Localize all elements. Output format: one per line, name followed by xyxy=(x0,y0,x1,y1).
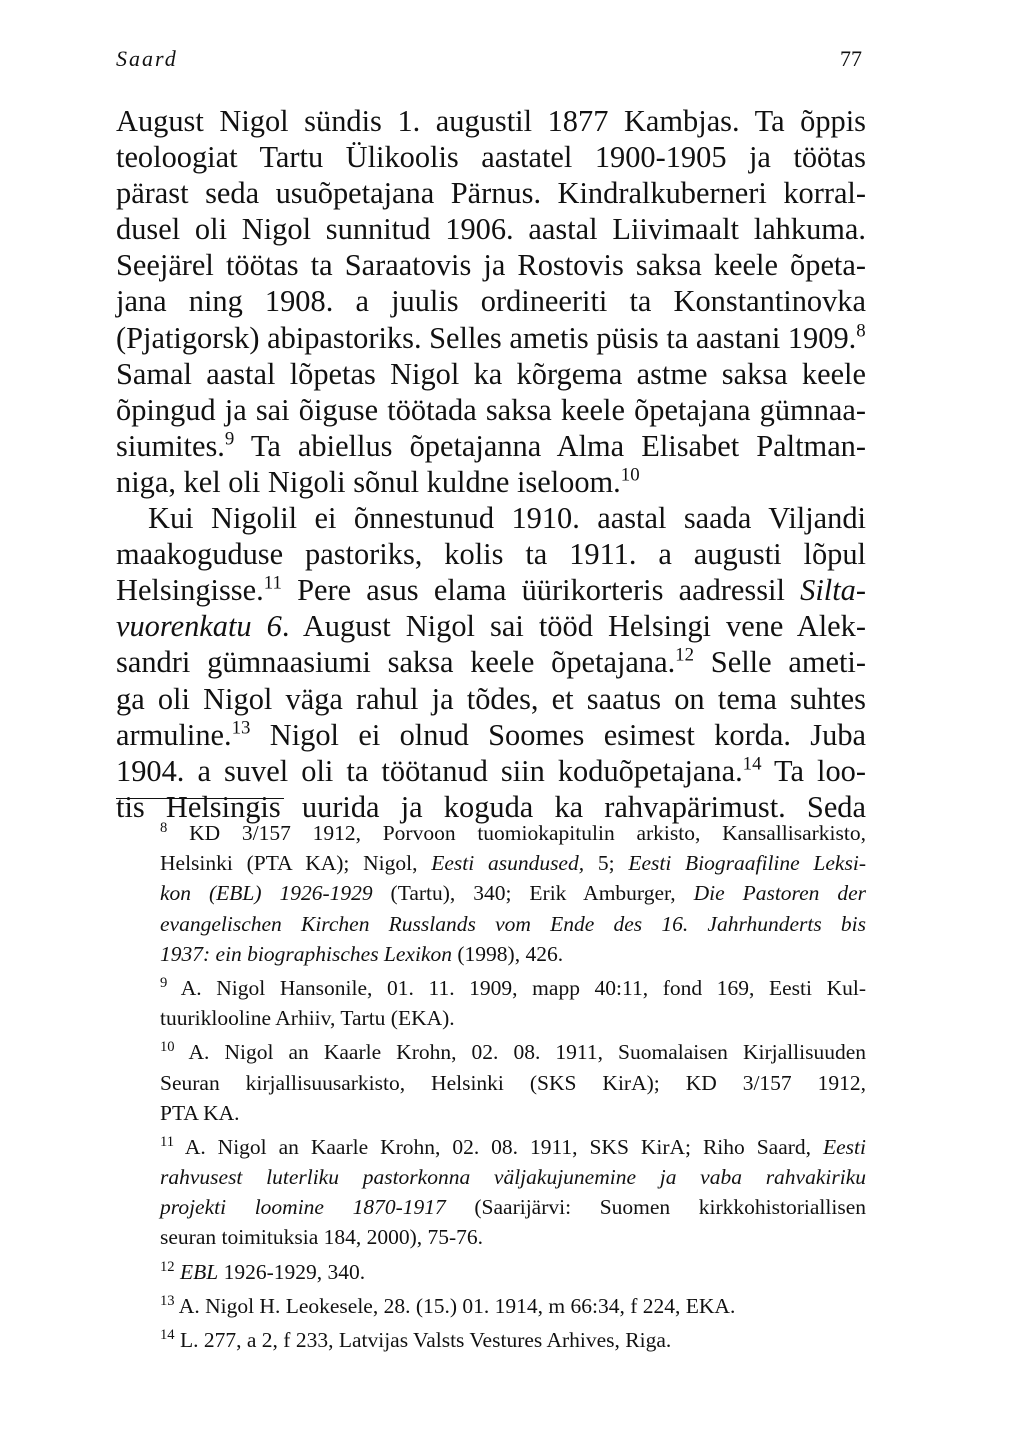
footnote-ref-11: 11 xyxy=(263,572,282,594)
body-line: teoloogiat Tartu Ülikoolis aastatel 1900-1905 ja töötas xyxy=(116,140,866,175)
body-line: vuorenkatu 6. August Nigol sai tööd Helsingi vene Alek- xyxy=(116,609,866,644)
body-line: pärast seda usuõpetajana Pärnus. Kindralkuberneri korral- xyxy=(116,176,866,211)
body-line: armuline.$^{13}$ Nigol ei olnud Soomes esimest korda. Juba xyxy=(116,717,866,752)
footnote-9: $^9$ A. Nigol Hansonile, 01. 11. 1909, mapp 40:11, fond 169, Eesti Kul- tuuriklooline Arhiiv, Tartu (EKA). xyxy=(160,974,866,1031)
footnote-11: $^{11}$ A. Nigol an Kaarle Krohn, 02. 08. 1911, SKS KirA; Riho Saard, Eesti rahvusest luterliku pastorkonna väljakujunemine ja vaba rahvakiriku projekti loomine 1870-1917 (Saarijärvi: Suomen kirkkohistoriallisen seuran toimituksia 184, 2000), 75-76. xyxy=(160,1133,866,1250)
footnote-mark: 8 xyxy=(160,819,168,836)
body-line: August Nigol sündis 1. augustil 1877 Kambjas. Ta õppis xyxy=(116,104,866,138)
footnote-12: $^{12}$ EBL 1926-1929, 340. xyxy=(160,1258,366,1284)
footnote-13: $^{13}$ A. Nigol H. Leokesele, 28. (15.) 01. 1914, m 66:34, f 224, EKA. xyxy=(160,1292,736,1318)
footnote-ref-14: 14 xyxy=(742,753,762,775)
running-header xyxy=(116,46,862,76)
body-line: õpingud ja sai õiguse töötada saksa keele õpetajana gümnaa- xyxy=(116,392,866,427)
body-line: Samal aastal lõpetas Nigol ka kõrgema astme saksa keele xyxy=(116,356,866,391)
footnote-mark: 11 xyxy=(160,1133,175,1150)
body-line: dusel oli Nigol sunnitud 1906. aastal Liivimaalt lahkuma. xyxy=(116,212,866,247)
body-line: (Pjatigorsk) abipastoriks. Selles ametis püsis ta aastani 1909.$^8$ xyxy=(116,320,866,355)
footnotes xyxy=(160,818,866,1359)
body-line-paragraph-start: Kui Nigolil ei õnnestunud 1910. aastal saada Viljandi xyxy=(148,501,866,536)
footnote-ref-13: 13 xyxy=(231,717,251,739)
footnote-ref-10: 10 xyxy=(620,464,640,486)
body-line: siumites.$^9$ Ta abiellus õpetajanna Alma Elisabet Paltman- xyxy=(116,428,866,463)
footnote-ref-8: 8 xyxy=(856,320,866,342)
footnote-ref-12: 12 xyxy=(675,645,694,667)
footnote-mark: 10 xyxy=(160,1039,175,1056)
body-line: niga, kel oli Nigoli sõnul kuldne iseloom.$^{10}$ xyxy=(116,464,640,499)
footnote-mark: 12 xyxy=(160,1258,175,1275)
page-number: 77 xyxy=(840,46,862,71)
footnote-14: $^{14}$ L. 277, a 2, f 233, Latvijas Valsts Vestures Arhives, Riga. xyxy=(160,1326,672,1352)
body-line: Seejärel töötas ta Saraatovis ja Rostovis saksa keele õpeta- xyxy=(116,248,866,283)
footnote-ref-9: 9 xyxy=(224,428,235,450)
body-line: ga oli Nigol väga rahul ja tõdes, et saatus on tema suhtes xyxy=(116,681,866,716)
running-title: Saard xyxy=(116,46,178,71)
footnote-separator xyxy=(116,798,284,799)
body-line: maakoguduse pastoriks, kolis ta 1911. a augusti lõpul xyxy=(116,537,866,572)
body-line: jana ning 1908. a juulis ordineeriti ta Konstantinovka xyxy=(116,284,866,319)
body-line: 1904. a suvel oli ta töötanud siin koduõpetajana.$^{14}$ Ta loo- xyxy=(116,753,866,788)
footnote-8: $^8$ KD 3/157 1912, Porvoon tuomiokapitulin arkisto, Kansallisarkisto, Helsinki (PTA KA); Nigol, Eesti asundused, 5; Eesti Biograafiline Leksi- kon (EBL) 1926-1929 (Tartu), 340; Erik Amburger, Die Pastoren der evangelischen Kirchen Russlands vom Ende des 16. Jahrhunderts bis 1937: ein biographisches Lexikon (1998), 426. xyxy=(160,819,866,966)
footnote-mark: 13 xyxy=(160,1292,175,1309)
body-text xyxy=(116,103,866,825)
body-line: sandri gümnaasiumi saksa keele õpetajana.$^{12}$ Selle ameti- xyxy=(116,645,866,680)
footnote-mark: 14 xyxy=(160,1326,175,1343)
body-line: tis Helsingis uurida ja koguda ka rahvapärimust. Seda xyxy=(116,789,866,824)
body-line: Helsingisse.$^{11}$ Pere asus elama üürikorteris aadressil Silta- xyxy=(116,572,866,608)
footnote-mark: 9 xyxy=(160,974,168,991)
footnote-10: $^{10}$ A. Nigol an Kaarle Krohn, 02. 08. 1911, Suomalaisen Kirjallisuuden Seuran kirjallisuusarkisto, Helsinki (SKS KirA); KD 3/157 1912, PTA KA. xyxy=(160,1039,866,1125)
